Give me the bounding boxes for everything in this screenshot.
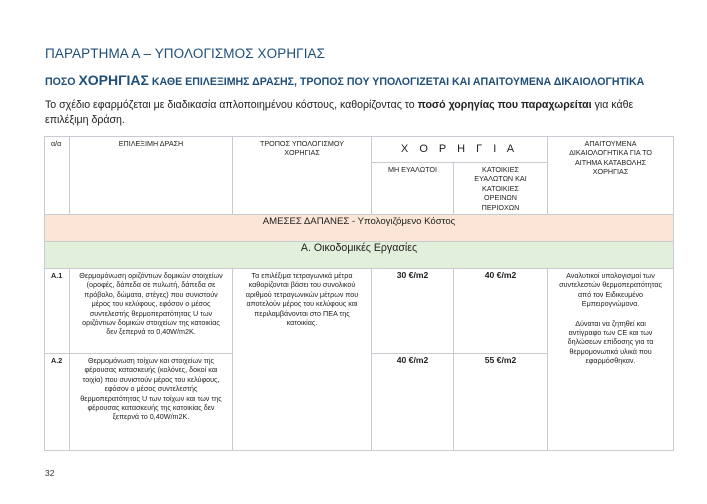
header-grant: Χ Ο Ρ Η Γ Ι Α: [372, 137, 548, 163]
subtitle-rest: ΚΑΘΕ ΕΠΙΛΕΞΙΜΗΣ ΔΡΑΣΗΣ, ΤΡΟΠΟΣ ΠΟΥ ΥΠΟΛΟΓΙΖΕΤΑΙ ΚΑΙ ΑΠΑΙΤΟΥΜΕΝΑ ΔΙΚΑΙΟΛΟΓΗΤΙΚΑ: [148, 76, 645, 88]
header-method: ΤΡΟΠΟΣ ΥΠΟΛΟΓΙΣΜΟΥ ΧΟΡΗΓΙΑΣ: [233, 137, 372, 215]
row-non-vulnerable: 30 €/m2: [372, 269, 454, 354]
header-vulnerable: ΚΑΤΟΙΚΙΕΣ ΕΥΑΛΩΤΩΝ ΚΑΙ ΚΑΤΟΙΚΙΕΣ ΟΡΕΙΝΩΝ ΠΕΡΙΟΧΩΝ: [454, 163, 548, 215]
band-direct-costs: [45, 215, 674, 242]
band-section-a: [45, 242, 674, 269]
annex-title: ΠΑΡΑΡΤΗΜΑ Α – ΥΠΟΛΟΓΙΣΜΟΣ ΧΟΡΗΓΙΑΣ: [45, 46, 326, 61]
intro-after: για κάθε επιλέξιμη δράση.: [45, 99, 634, 126]
intro-bold: ποσό χορηγίας που παραχωρείται: [417, 99, 592, 111]
subtitle-prefix: ΠΟΣΟ: [45, 76, 79, 88]
intro-paragraph: [45, 98, 675, 128]
documents-text-2: Δύναται να ζητηθεί και αντίγραφο των CE και των δηλώσεων επίδοσης για τα θερμομονωτικά υλικά που εφαρμόσθηκαν.: [567, 318, 654, 366]
method-text: Τα επιλέξιμα τετραγωνικά μέτρα καθορίζονται βάσει του συνολικού αριθμού τετραγωνικών μέτρων που αποτελούν μέρος του κελύφους και περιλαμβάνονται στο ΠΕΑ της κατοικίας.: [233, 269, 372, 451]
grant-table: [44, 136, 674, 451]
header-aa: α/α: [45, 137, 70, 215]
header-action: ΕΠΙΛΕΞΙΜΗ ΔΡΑΣΗ: [70, 137, 233, 215]
row-action: Θερμομόνωση τοίχων και στοιχείων της φέρουσας κατασκευής (κολόνες, δοκοί και τοιχία) που συνιστούν μέρος του κελύφους, εφόσον ο μέσος συντελεστής θερμοπερατότητας U των τοίχων και των της φέρουσας κατασκευής της κατοικίας δεν ξεπερνά το 0,40W/m2K.: [70, 354, 233, 451]
row-code: A.1: [45, 269, 70, 354]
header-non-vulnerable: ΜΗ ΕΥΑΛΩΤΟΙ: [372, 163, 454, 215]
row-vulnerable: 55 €/m2: [454, 354, 548, 451]
page-number: 32: [45, 468, 55, 478]
table-row: [45, 269, 674, 354]
row-non-vulnerable: 40 €/m2: [372, 354, 454, 451]
section-subtitle: [45, 72, 695, 88]
row-action: Θερμομόνωση οριζόντιων δομικών στοιχείων (οροφές, δάπεδα σε πυλωτή, δάπεδα σε πρόβολο, δώματα, στέγες) που συνιστούν μέρος του κελύφους, εφόσον ο μέσος συντελεστής θερμοπερατότητας U των οριζόντιων δομικών στοιχείων της κατοικίας δεν ξεπερνά το 0,40W/m2K.: [70, 269, 233, 354]
table-header-row: [45, 137, 674, 163]
documents-text-1: Αναλυτικοί υπολογισμοί των συντελεστών θερμοπερατότητας από τον Ειδικευμένο Εμπειρογνώμονα.: [559, 271, 662, 309]
documents-cell: [548, 269, 674, 451]
header-documents: ΑΠΑΙΤΟΥΜΕΝΑ ΔΙΚΑΙΟΛΟΓΗΤΙΚΑ ΓΙΑ ΤΟ ΑΙΤΗΜΑ ΚΑΤΑΒΟΛΗΣ ΧΟΡΗΓΙΑΣ: [548, 137, 674, 215]
band-direct-costs-label: ΑΜΕΣΕΣ ΔΑΠΑΝΕΣ - Υπολογιζόμενο Κόστος: [45, 215, 674, 242]
row-code: A.2: [45, 354, 70, 451]
subtitle-emphasis: ΧΟΡΗΓΙΑΣ: [78, 72, 149, 88]
intro-before: Το σχέδιο εφαρμόζεται με διαδικασία απλοποιημένου κόστους, καθορίζοντας το: [45, 99, 418, 111]
band-section-a-label: Α. Οικοδομικές Εργασίες: [45, 242, 674, 269]
row-vulnerable: 40 €/m2: [454, 269, 548, 354]
